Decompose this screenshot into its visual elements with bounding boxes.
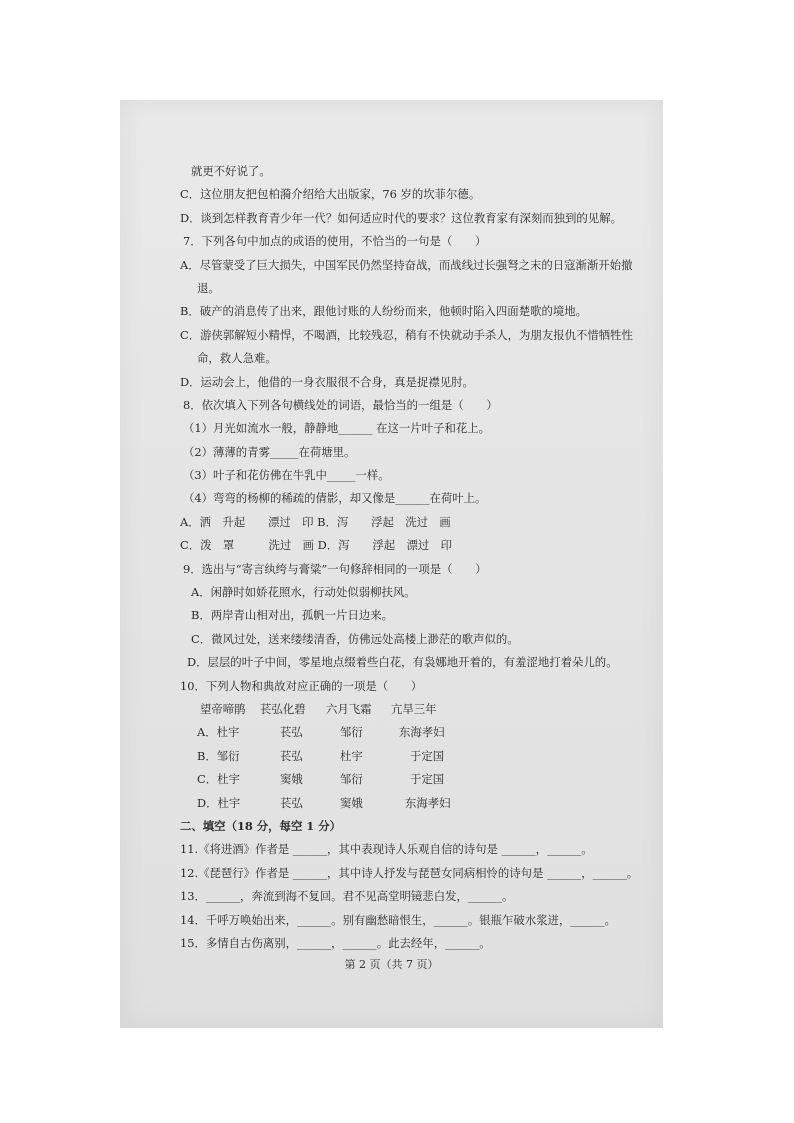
q10-cell: 苌弘 xyxy=(280,748,303,763)
q9-option-c: C．微风过处，送来缕缕清香，仿佛远处高楼上渺茫的歌声似的。 xyxy=(191,631,519,646)
q9-option-d: D．层层的叶子中间，零星地点缀着些白花，有袅娜地开着的，有羞涩地打着朵儿的。 xyxy=(187,655,618,670)
q10-cell: 东海孝妇 xyxy=(399,725,445,740)
q10-term: 望帝啼鹃 xyxy=(200,701,246,716)
q7-option-c: C．游侠郭解短小精悍，不喝酒，比较残忍，稍有不快就动手杀人，为朋友报仇不惜牺牲性 xyxy=(180,327,633,342)
q10-cell: B．邹衍 xyxy=(197,748,240,763)
q8-sentence-3: （3）叶子和花仿佛在牛乳中_____一样。 xyxy=(183,468,390,483)
q10-option-row xyxy=(120,721,663,744)
text-line: 就更不好说了。 xyxy=(191,164,271,178)
question-15: 15．多情自古伤离别，______，______。此去经年，______。 xyxy=(180,935,491,950)
question-14: 14．千呼万唤始出来，______。别有幽愁暗恨生，______。银瓶乍破水浆迸，______。 xyxy=(180,912,616,927)
q10-cell: C．杜宇 xyxy=(197,772,240,787)
q10-cell: 邹衍 xyxy=(340,725,363,740)
q10-cell: 邹衍 xyxy=(340,772,363,787)
q10-term: 亢旱三年 xyxy=(391,701,437,716)
question-9: 9．选出与“寄言纨绔与膏粱”一句修辞相同的一项是（ ） xyxy=(183,561,487,576)
q10-term: 六月飞霜 xyxy=(326,701,372,716)
option-d: D．谈到怎样教育青少年一代？如何适应时代的要求？这位教育家有深刻而独到的见解。 xyxy=(180,210,622,225)
q10-cell: A．杜宇 xyxy=(197,725,240,740)
q10-option-row xyxy=(120,792,663,815)
q10-option-row xyxy=(120,745,663,768)
q9-option-a: A．闲静时如娇花照水，行动处似弱柳扶风。 xyxy=(191,585,416,600)
q8-options-cd: C．泼 罩 洗过 画 D．泻 浮起 漂过 印 xyxy=(180,538,453,553)
option-c: C．这位朋友把包柏漪介绍给大出版家，76 岁的坎菲尔德。 xyxy=(180,187,481,202)
question-13: 13．______，奔流到海不复回。君不见高堂明镜悲白发，______。 xyxy=(180,889,514,904)
page-content xyxy=(120,160,663,955)
q7-option-d: D．运动会上，他借的一身衣服很不合身，真是捉襟见肘。 xyxy=(180,374,474,389)
q10-term: 苌弘化碧 xyxy=(260,701,306,716)
q10-cell: D．杜宇 xyxy=(197,795,241,810)
page-footer: 第 2 页（共 7 页） xyxy=(344,958,439,971)
question-10: 10．下列人物和典故对应正确的一项是（ ） xyxy=(180,678,423,693)
q8-sentence-2: （2）薄薄的青雾_____在荷塘里。 xyxy=(183,444,356,459)
question-11: 11.《将进酒》作者是 ______，其中表现诗人乐观自信的诗句是 ______，______。 xyxy=(180,842,593,857)
q8-sentence-1: （1）月光如流水一般，静静地______ 在这一片叶子和花上。 xyxy=(183,421,491,436)
question-12: 12.《琵琶行》作者是 ______，其中诗人抒发与琵琶女同病相怜的诗句是 ______，______。 xyxy=(180,865,639,880)
exam-paper-scan xyxy=(120,100,663,1028)
question-8: 8．依次填入下列各句横线处的词语，最恰当的一组是（ ） xyxy=(183,397,498,412)
q10-cell: 苌弘 xyxy=(280,795,303,810)
q8-sentence-4: （4）弯弯的杨柳的稀疏的倩影，却又像是______在荷叶上。 xyxy=(183,491,487,506)
q10-cell: 杜宇 xyxy=(340,748,363,763)
q10-cell: 窦娥 xyxy=(280,772,303,787)
q8-options-ab: A．洒 升起 漂过 印 B．泻 浮起 洗过 画 xyxy=(180,514,451,529)
q10-cell: 于定国 xyxy=(410,748,445,763)
question-7: 7．下列各句中加点的成语的使用，不恰当的一句是（ ） xyxy=(183,234,487,249)
q10-cell: 窦娥 xyxy=(340,795,363,810)
q7-option-c-cont: 命，救人急难。 xyxy=(197,351,277,366)
section-2-heading: 二、填空（18 分，每空 1 分） xyxy=(180,818,341,833)
q10-terms-row xyxy=(120,698,663,721)
q10-cell: 东海孝妇 xyxy=(405,795,451,810)
q7-option-a-cont: 退。 xyxy=(197,280,220,295)
q10-cell: 苌弘 xyxy=(280,725,303,740)
q9-option-b: B．两岸青山相对出，孤帆一片日边来。 xyxy=(191,608,394,623)
q7-option-a: A．尽管蒙受了巨大损失，中国军民仍然坚持奋战，而战线过长强弩之末的日寇渐渐开始撤 xyxy=(180,257,633,272)
q7-option-b: B．破产的消息传了出来，跟他讨账的人纷纷而来，他顿时陷入四面楚歌的境地。 xyxy=(180,304,588,319)
q10-cell: 于定国 xyxy=(410,772,445,787)
q10-option-row xyxy=(120,768,663,791)
